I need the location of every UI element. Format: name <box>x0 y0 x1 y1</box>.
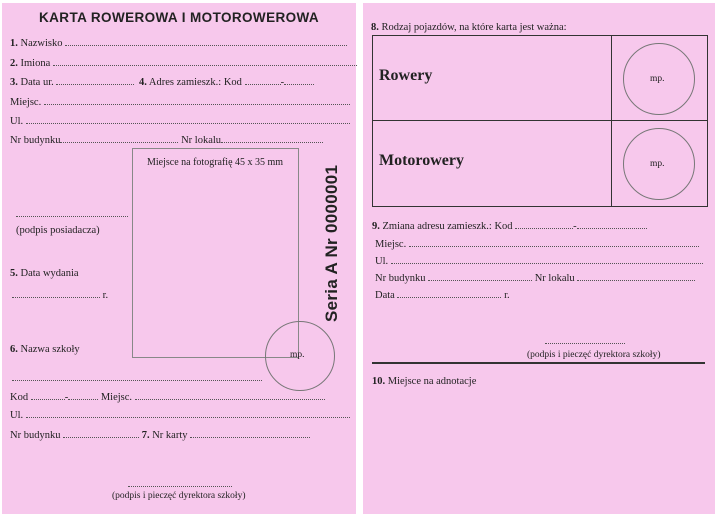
first-names-line <box>53 56 357 66</box>
field-number: 4. <box>139 77 147 88</box>
annotations-area[interactable] <box>372 393 705 508</box>
new-street-label: Ul. <box>375 256 389 267</box>
city-line <box>44 95 350 105</box>
holder-signature-caption: (podpis posiadacza) <box>16 225 100 236</box>
new-building-label: Nr budynku <box>375 273 426 284</box>
table-row-divider <box>373 120 707 121</box>
card-back-page <box>363 3 715 514</box>
street-label: Ul. <box>10 116 24 127</box>
section-divider <box>372 362 705 364</box>
stamp-label: mp. <box>650 74 665 84</box>
school-name-line <box>12 371 262 381</box>
moped-stamp-circle[interactable] <box>623 128 695 200</box>
director-signature-line <box>545 334 625 344</box>
surname-label: Nazwisko <box>20 38 63 49</box>
new-apartment-line <box>577 271 695 281</box>
serial-number: Seria A Nr 0000001 <box>322 164 341 322</box>
school-building-field[interactable] <box>10 428 310 442</box>
school-street-field[interactable] <box>10 408 350 422</box>
stamp-circle <box>265 321 335 391</box>
school-name-field[interactable] <box>12 371 262 385</box>
building-field[interactable] <box>10 133 323 147</box>
new-street-field[interactable] <box>375 254 703 268</box>
birth-date-field[interactable] <box>10 75 134 89</box>
photo-label: Miejsce na fotografię 45 x 35 mm <box>147 157 284 168</box>
postal-code-separator: - <box>280 77 285 88</box>
director-signature-area[interactable] <box>128 477 232 491</box>
vehicle-types-heading <box>371 22 567 34</box>
street-line <box>26 114 350 124</box>
surname-line <box>65 36 347 46</box>
change-date-field[interactable] <box>375 288 510 302</box>
field-number: 9. <box>372 221 380 232</box>
address-change-label: Zmiana adresu zamieszk.: Kod <box>382 221 513 232</box>
code-line-b <box>68 390 98 400</box>
card-title: KARTA ROWEROWA I MOTOROWEROWA <box>39 10 320 25</box>
address-change-code-separator: - <box>573 221 577 232</box>
change-date-suffix: r. <box>504 290 510 301</box>
issue-date-line <box>12 288 100 298</box>
director-signature-area[interactable] <box>545 334 625 348</box>
annotations-heading <box>372 376 476 388</box>
new-city-field[interactable] <box>375 237 699 251</box>
address-change-code-line-a <box>515 219 573 229</box>
holder-signature-line <box>16 207 128 217</box>
field-number: 8. <box>371 22 379 33</box>
field-number: 5. <box>10 268 18 279</box>
field-number: 6. <box>10 344 18 355</box>
surname-field[interactable] <box>10 36 347 50</box>
code-separator: - <box>64 392 69 403</box>
apartment-number-line <box>221 133 323 143</box>
new-apartment-label: Nr lokalu <box>534 273 575 284</box>
photo-box[interactable] <box>132 148 299 358</box>
city-field[interactable] <box>10 95 350 109</box>
new-building-line <box>428 271 532 281</box>
field-number: 7. <box>141 430 150 441</box>
stamp-label: mp. <box>650 159 665 169</box>
annotations-label: Miejsce na adnotacje <box>387 376 477 387</box>
vehicle-moped-label: Motorowery <box>379 152 464 169</box>
stamp-label: mp. <box>290 350 305 360</box>
school-name-label-row <box>10 344 80 356</box>
school-building-line <box>63 428 139 438</box>
field-number: 10. <box>372 376 386 387</box>
building-number-line <box>60 133 178 143</box>
postal-code-line-a <box>245 75 281 85</box>
change-date-line <box>397 288 501 298</box>
address-code-field[interactable] <box>139 75 314 89</box>
city-label: Miejsc. <box>10 97 42 108</box>
field-number: 3. <box>10 77 18 88</box>
issue-date-label: Data wydania <box>20 268 79 279</box>
new-city-label: Miejsc. <box>375 239 407 250</box>
address-change-code-line-b <box>577 219 647 229</box>
code-label: Kod <box>10 392 29 403</box>
building-number-label: Nr budynku <box>10 135 61 146</box>
code-line-a <box>31 390 65 400</box>
card-front-page <box>2 3 356 514</box>
field-number: 1. <box>10 38 18 49</box>
school-building-label: Nr budynku <box>10 430 61 441</box>
change-date-label: Data <box>375 290 395 301</box>
address-change-field[interactable] <box>372 219 647 233</box>
table-column-divider <box>611 36 612 206</box>
first-names-field[interactable] <box>10 56 357 70</box>
vehicle-bicycle-label: Rowery <box>379 67 433 84</box>
birth-date-line <box>56 75 134 85</box>
issue-date-suffix: r. <box>102 290 109 301</box>
card-number-line <box>190 428 310 438</box>
postal-code-line-b <box>284 75 314 85</box>
vehicle-types-table <box>372 35 708 207</box>
school-street-line <box>26 408 350 418</box>
apartment-number-label: Nr lokalu <box>181 135 222 146</box>
school-code-field[interactable] <box>10 390 325 404</box>
field-number: 2. <box>10 58 18 69</box>
school-city-line <box>135 390 325 400</box>
school-street-label: Ul. <box>10 410 24 421</box>
holder-signature-area[interactable] <box>16 207 128 221</box>
bicycle-stamp-circle[interactable] <box>623 43 695 115</box>
vehicle-types-label: Rodzaj pojazdów, na które karta jest ważna: <box>381 22 567 33</box>
director-signature-line <box>128 477 232 487</box>
new-city-line <box>409 237 699 247</box>
issue-date-field[interactable] <box>12 288 108 302</box>
school-city-label: Miejsc. <box>100 392 133 403</box>
director-signature-caption: (podpis i pieczęć dyrektora szkoły) <box>527 350 661 360</box>
address-code-label: Adres zamieszk.: Kod <box>148 77 242 88</box>
new-street-line <box>391 254 703 264</box>
card-number-label: Nr karty <box>152 430 188 441</box>
first-names-label: Imiona <box>20 58 51 69</box>
street-field[interactable] <box>10 114 350 128</box>
birth-date-label: Data ur. <box>20 77 54 88</box>
director-signature-caption: (podpis i pieczęć dyrektora szkoły) <box>112 491 246 501</box>
school-name-label: Nazwa szkoły <box>20 344 80 355</box>
issue-date-label-row <box>10 268 79 280</box>
new-building-field[interactable] <box>375 271 695 285</box>
